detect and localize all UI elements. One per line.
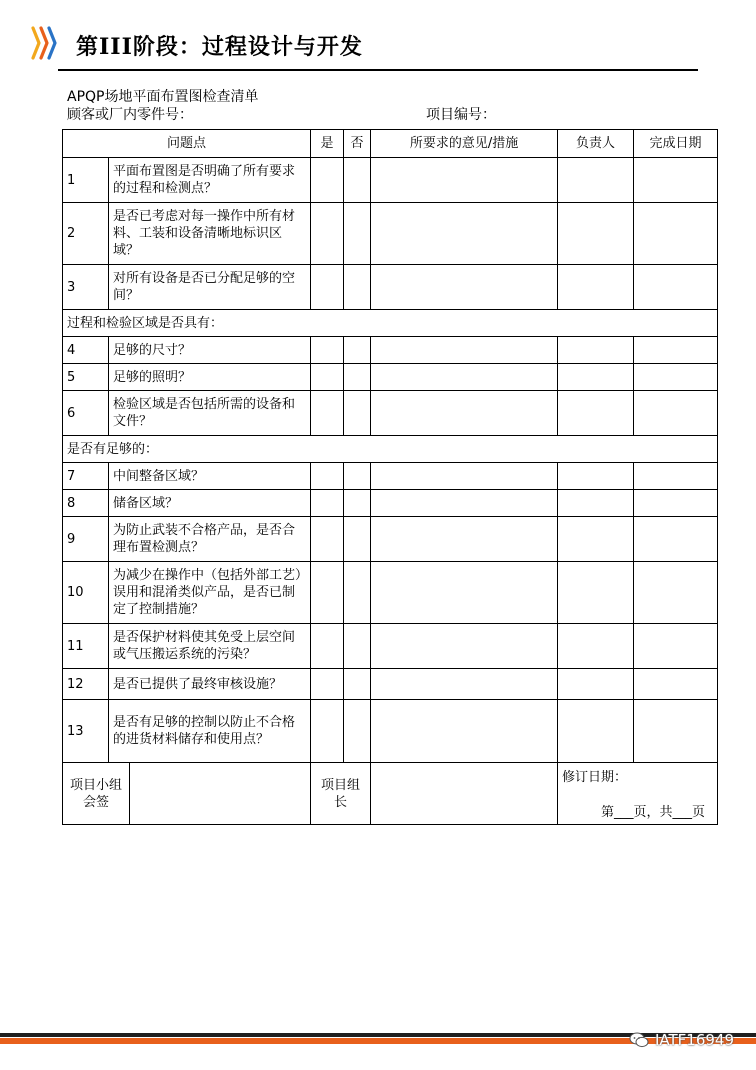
cell-no[interactable] <box>344 391 371 436</box>
section-row <box>63 310 718 337</box>
section-label: 过程和检验区域是否具有： <box>63 310 718 337</box>
row-number: 9 <box>63 517 109 562</box>
cell-owner[interactable] <box>558 463 634 490</box>
cell-due-date[interactable] <box>634 391 718 436</box>
cell-opinion[interactable] <box>371 265 558 310</box>
row-number: 4 <box>63 337 109 364</box>
cell-opinion[interactable] <box>371 364 558 391</box>
row-question: 中间整备区域？ <box>109 463 311 490</box>
cell-owner[interactable] <box>558 624 634 669</box>
team-leader-label: 项目组长 <box>311 763 371 825</box>
table-row <box>63 463 718 490</box>
cell-opinion[interactable] <box>371 158 558 203</box>
cell-due-date[interactable] <box>634 337 718 364</box>
cell-yes[interactable] <box>311 265 344 310</box>
row-question: 平面布置图是否明确了所有要求的过程和检测点？ <box>109 158 311 203</box>
cell-no[interactable] <box>344 337 371 364</box>
cell-yes[interactable] <box>311 463 344 490</box>
row-number: 3 <box>63 265 109 310</box>
cell-due-date[interactable] <box>634 669 718 700</box>
table-row <box>63 669 718 700</box>
cell-due-date[interactable] <box>634 463 718 490</box>
row-number: 2 <box>63 203 109 265</box>
table-row <box>63 158 718 203</box>
row-question: 是否已提供了最终审核设施？ <box>109 669 311 700</box>
row-number: 8 <box>63 490 109 517</box>
row-question: 储备区域？ <box>109 490 311 517</box>
header-opinion: 所要求的意见/措施 <box>371 130 558 158</box>
document-heading: APQP场地平面布置图检查清单 <box>67 89 259 105</box>
cell-opinion[interactable] <box>371 624 558 669</box>
cell-owner[interactable] <box>558 562 634 624</box>
cell-owner[interactable] <box>558 203 634 265</box>
cell-owner[interactable] <box>558 490 634 517</box>
cell-owner[interactable] <box>558 364 634 391</box>
cell-owner[interactable] <box>558 700 634 763</box>
signature-row <box>63 763 718 825</box>
row-number: 11 <box>63 624 109 669</box>
cell-opinion[interactable] <box>371 669 558 700</box>
header-question: 问题点 <box>63 130 311 158</box>
cell-opinion[interactable] <box>371 490 558 517</box>
table-row <box>63 337 718 364</box>
team-leader-field[interactable] <box>371 763 558 825</box>
header-owner: 负责人 <box>558 130 634 158</box>
cell-owner[interactable] <box>558 265 634 310</box>
wechat-icon <box>629 1032 649 1048</box>
cell-opinion[interactable] <box>371 562 558 624</box>
cell-due-date[interactable] <box>634 490 718 517</box>
customer-part-label: 顾客或厂内零件号： <box>67 107 193 123</box>
page-title: 第III阶段：过程设计与开发 <box>76 34 363 60</box>
cell-owner[interactable] <box>558 517 634 562</box>
row-number: 1 <box>63 158 109 203</box>
company-logo-icon <box>30 26 60 60</box>
cell-yes[interactable] <box>311 490 344 517</box>
project-number-label: 项目编号： <box>426 107 496 123</box>
cell-no[interactable] <box>344 669 371 700</box>
cell-due-date[interactable] <box>634 158 718 203</box>
cell-yes[interactable] <box>311 700 344 763</box>
cell-due-date[interactable] <box>634 203 718 265</box>
cell-due-date[interactable] <box>634 700 718 763</box>
cell-yes[interactable] <box>311 562 344 624</box>
row-number: 12 <box>63 669 109 700</box>
cell-due-date[interactable] <box>634 364 718 391</box>
cell-owner[interactable] <box>558 337 634 364</box>
row-question: 是否保护材料使其免受上层空间或气压搬运系统的污染？ <box>109 624 311 669</box>
section-row <box>63 436 718 463</box>
cell-yes[interactable] <box>311 203 344 265</box>
watermark <box>629 1031 734 1049</box>
cell-yes[interactable] <box>311 391 344 436</box>
table-header-row <box>63 130 718 158</box>
table-row <box>63 700 718 763</box>
cell-due-date[interactable] <box>634 265 718 310</box>
row-number: 13 <box>63 700 109 763</box>
table-row <box>63 364 718 391</box>
revision-cell <box>558 763 718 825</box>
cell-opinion[interactable] <box>371 391 558 436</box>
cell-no[interactable] <box>344 265 371 310</box>
header-yes: 是 <box>311 130 344 158</box>
row-number: 5 <box>63 364 109 391</box>
cell-no[interactable] <box>344 158 371 203</box>
page-count-label: 第___页，共___页 <box>601 805 706 820</box>
revision-date-label: 修订日期： <box>562 770 628 785</box>
cell-yes[interactable] <box>311 624 344 669</box>
table-row <box>63 517 718 562</box>
cell-yes[interactable] <box>311 364 344 391</box>
table-row <box>63 265 718 310</box>
table-row <box>63 624 718 669</box>
cell-opinion[interactable] <box>371 203 558 265</box>
cell-no[interactable] <box>344 624 371 669</box>
cell-due-date[interactable] <box>634 624 718 669</box>
cell-due-date[interactable] <box>634 517 718 562</box>
cell-no[interactable] <box>344 203 371 265</box>
cell-no[interactable] <box>344 490 371 517</box>
header-divider <box>58 69 698 71</box>
table-row <box>63 562 718 624</box>
cell-yes[interactable] <box>311 517 344 562</box>
cell-yes[interactable] <box>311 337 344 364</box>
cell-no[interactable] <box>344 463 371 490</box>
table-row <box>63 490 718 517</box>
row-question: 对所有设备是否已分配足够的空间？ <box>109 265 311 310</box>
row-question: 足够的照明？ <box>109 364 311 391</box>
header-no: 否 <box>344 130 371 158</box>
section-label: 是否有足够的： <box>63 436 718 463</box>
row-question: 足够的尺寸？ <box>109 337 311 364</box>
cell-opinion[interactable] <box>371 700 558 763</box>
row-number: 7 <box>63 463 109 490</box>
team-sign-label: 项目小组会签 <box>63 763 130 825</box>
row-question: 是否有足够的控制以防止不合格的进货材料储存和使用点？ <box>109 700 311 763</box>
cell-yes[interactable] <box>311 669 344 700</box>
header-due-date: 完成日期 <box>634 130 718 158</box>
cell-opinion[interactable] <box>371 337 558 364</box>
checklist-table <box>62 129 718 825</box>
row-question: 为防止武装不合格产品，是否合理布置检测点？ <box>109 517 311 562</box>
cell-no[interactable] <box>344 700 371 763</box>
row-question: 为减少在操作中（包括外部工艺）误用和混淆类似产品，是否已制定了控制措施？ <box>109 562 311 624</box>
cell-due-date[interactable] <box>634 562 718 624</box>
row-question: 是否已考虑对每一操作中所有材料、工装和设备清晰地标识区域？ <box>109 203 311 265</box>
cell-owner[interactable] <box>558 669 634 700</box>
watermark-text: IATF16949 <box>654 1031 734 1049</box>
cell-no[interactable] <box>344 562 371 624</box>
team-sign-field[interactable] <box>130 763 311 825</box>
cell-opinion[interactable] <box>371 517 558 562</box>
row-number: 6 <box>63 391 109 436</box>
row-number: 10 <box>63 562 109 624</box>
table-row <box>63 203 718 265</box>
cell-no[interactable] <box>344 364 371 391</box>
cell-yes[interactable] <box>311 158 344 203</box>
cell-owner[interactable] <box>558 158 634 203</box>
table-row <box>63 391 718 436</box>
cell-opinion[interactable] <box>371 463 558 490</box>
row-question: 检验区域是否包括所需的设备和文件？ <box>109 391 311 436</box>
cell-no[interactable] <box>344 517 371 562</box>
cell-owner[interactable] <box>558 391 634 436</box>
